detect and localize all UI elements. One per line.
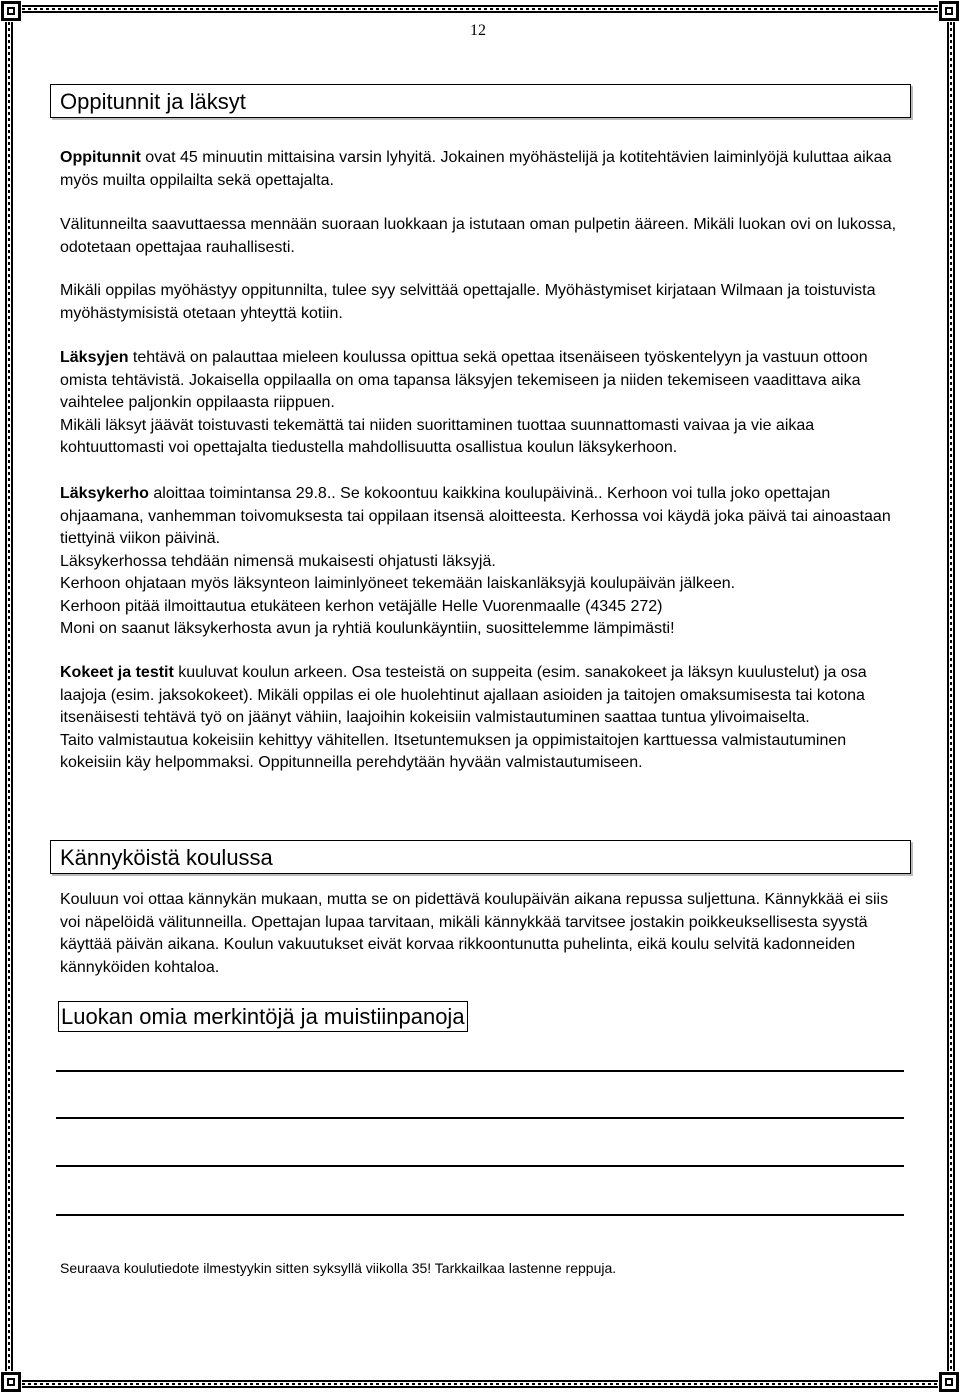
paragraph-text: aloittaa toimintansa 29.8.. Se kokoontuu kaikkina koulupäivinä.. Kerhoon voi tulla joko opettajan ohjaamana, vanhemman toivomuksesta tai oppilaan itsensä aloitteesta. Kerhossa voi käydä joka päivä tai ainoastaan tiettyinä viikon päivinä. — [60, 485, 891, 547]
paragraph-line: Läksykerhossa tehdään nimensä mukaisesti ohjatusti läksyjä. — [60, 552, 496, 570]
paragraph-line: Kerhoon pitää ilmoittautua etukäteen kerhon vetäjälle Helle Vuorenmaalle (4345 272) — [60, 597, 663, 615]
paragraph-line: Moni on saanut läksykerhosta avun ja ryhtiä koulunkäyntiin, suosittelemme lämpimästi! — [60, 620, 675, 637]
page-border-right — [946, 22, 956, 1371]
notes-line — [56, 1070, 904, 1072]
border-corner-ornament — [938, 0, 960, 22]
notes-title: Luokan omia merkintöjä ja muistiinpanoja — [58, 1001, 468, 1032]
paragraph-phones — [60, 889, 910, 979]
paragraph-text: ovat 45 minuutin mittaisina varsin lyhyitä. Jokainen myöhästelijä ja kotitehtävien laiminlyöjä kuluttaa aikaa myös muilta oppilailta sekä opettajalta. — [60, 149, 892, 189]
paragraph-line: Taito valmistautua kokeisiin kehittyy vähitellen. Itsetuntemuksen ja oppimistaitojen karttuessa valmistautuminen kokeisiin käy helpommaksi. Oppitunneilla perehdytään hyvään valmistautumiseen. — [60, 731, 847, 771]
page-border-bottom — [22, 1379, 938, 1389]
notes-line — [56, 1117, 904, 1119]
paragraph-lead: Läksykerho — [60, 485, 149, 502]
paragraph-lead: Kokeet ja testit — [60, 664, 174, 681]
border-corner-ornament — [938, 1371, 960, 1393]
paragraph-lateness — [60, 280, 910, 325]
paragraph-text: kuuluvat koulun arkeen. Osa testeistä on suppeita (esim. sanakokeet ja läksyn kuulustelut) ja osa laajoja (esim. jaksokokeet). Mikäli oppilas ei ole huolehtinut ajallaan asioiden ja taitojen omaksumisesta tai kotona itsenäisesti tehtävä työ on jäänyt vähiin, laajoihin kokeisiin valmistautuminen saattaa tuntua ylivoimaiselta. — [60, 664, 867, 726]
paragraph-text: tehtävä on palauttaa mieleen koulussa opittua sekä opettaa itsenäiseen työskentelyyn ja vastuun ottoon omista tehtävistä. Jokaisella oppilaalla on oma tapansa läksyjen tekemiseen ja niiden tekemiseen vaadittava aika vaihtelee paljonkin oppilaasta riippuen. — [60, 349, 868, 411]
footer-note: Seuraava koulutiedote ilmestyykin sitten syksyllä viikolla 35! Tarkkailkaa lastenne reppuja. — [60, 1260, 617, 1276]
paragraph-homework-club — [60, 483, 910, 641]
page-number: 12 — [470, 22, 486, 39]
section-title-lessons: Oppitunnit ja läksyt — [60, 89, 246, 114]
border-corner-ornament — [0, 1371, 22, 1393]
paragraph-breaks — [60, 214, 910, 259]
section-title-phones: Kännyköistä koulussa — [60, 845, 273, 870]
border-corner-ornament — [0, 0, 22, 22]
paragraph-text: Välitunneilta saavuttaessa mennään suoraan luokkaan ja istutaan oman pulpetin ääreen. Mikäli luokan ovi on lukossa, odotetaan opettajaa rauhallisesti. — [60, 216, 897, 256]
paragraph-lessons — [60, 147, 910, 192]
paragraph-line: Mikäli läksyt jäävät toistuvasti tekemättä tai niiden suorittaminen tuottaa suunnattomasti vaivaa ja vie aikaa kohtuuttomasti voi opettajalta tiedustella mahdollisuutta osallistua koulun läksykerhoon. — [60, 416, 815, 456]
paragraph-text: Mikäli oppilas myöhästyy oppitunnilta, tulee syy selvittää opettajalle. Myöhästymiset kirjataan Wilmaan ja toistuvista myöhästymisistä otetaan yhteyttä kotiin. — [60, 282, 876, 322]
paragraph-lead: Läksyjen — [60, 349, 129, 366]
notes-line — [56, 1165, 904, 1167]
page-border-top — [22, 4, 938, 14]
page-border-left — [4, 22, 14, 1371]
paragraph-lead: Oppitunnit — [60, 149, 141, 166]
paragraph-line: Kerhoon ohjataan myös läksynteon laiminlyöneet tekemään laiskanläksyjä koulupäivän jälkeen. — [60, 575, 736, 592]
notes-line — [56, 1214, 904, 1216]
paragraph-homework — [60, 347, 910, 460]
paragraph-text: Kouluun voi ottaa kännykän mukaan, mutta se on pidettävä koulupäivän aikana repussa suljettuna. Kännykkää ei siis voi näpelöidä välitunneilla. Opettajan lupaa tarvitaan, mikäli kännykkää tarvitsee jostakin poikkeuksellisesta syystä käyttää päivän aikana. Koulun vakuutukset eivät korvaa rikkoontunutta puhelinta, eikä koulu selvitä kadonneiden kännyköiden kohtaloa. — [60, 891, 889, 976]
paragraph-exams — [60, 662, 910, 775]
